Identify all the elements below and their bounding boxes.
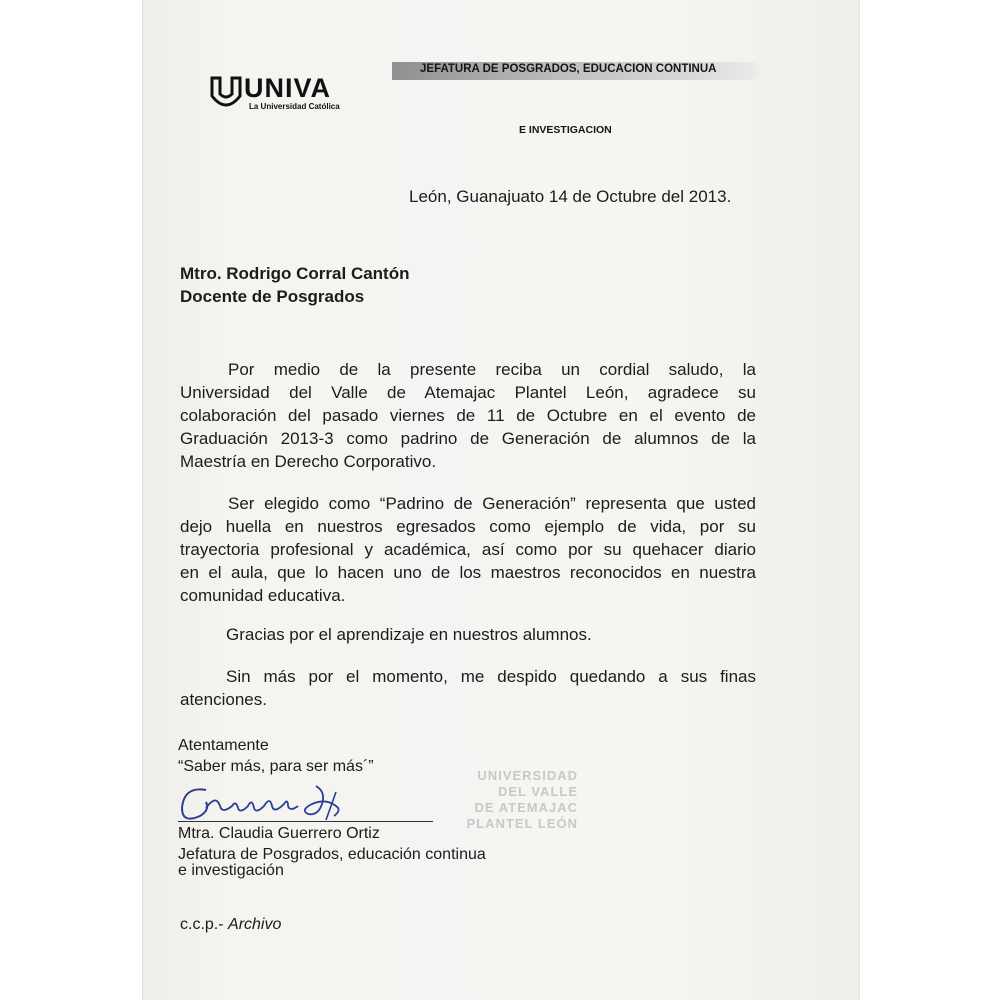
- letter-date: León, Guanajuato 14 de Octubre del 2013.: [409, 187, 732, 206]
- logo-wordmark: UNIVA: [244, 73, 332, 103]
- paragraph-2-line: dejo huella en nuestros egresados como ejemplo de vida, por su: [180, 517, 756, 536]
- paragraph-4-line: atenciones.: [180, 690, 267, 709]
- paragraph-1-line: colaboración del pasado viernes de 11 de Octubre en el evento de: [180, 406, 756, 425]
- ccp-value: Archivo: [228, 916, 282, 933]
- department-heading-continued: E INVESTIGACION: [519, 124, 612, 136]
- paragraph-1-line: Por medio de la presente reciba un cordial saludo, la: [228, 360, 756, 379]
- signature-line: [178, 821, 433, 822]
- paragraph-2-line: trayectoria profesional y académica, así como por su quehacer diario: [180, 540, 756, 559]
- paragraph-1-line: Graduación 2013-3 como padrino de Generación de alumnos de la: [180, 429, 756, 448]
- closing-motto: “Saber más, para ser más´”: [178, 758, 374, 775]
- signer-position-continued: e investigación: [178, 862, 284, 879]
- background-right: [860, 0, 1000, 1000]
- univa-shield-icon: [210, 76, 242, 110]
- closing-salutation: Atentamente: [178, 737, 269, 754]
- stamp-line: PLANTEL LEÓN: [466, 816, 578, 831]
- paragraph-2-line: Ser elegido como “Padrino de Generación” representa que usted: [228, 494, 756, 513]
- paragraph-2-line: comunidad educativa.: [180, 586, 346, 605]
- recipient-name: Mtro. Rodrigo Corral Cantón: [180, 264, 410, 283]
- ccp-prefix: c.c.p.-: [180, 916, 224, 933]
- signer-name: Mtra. Claudia Guerrero Ortiz: [178, 825, 380, 842]
- stamp-line: UNIVERSIDAD: [477, 768, 578, 783]
- stamp-line: DEL VALLE: [497, 784, 578, 799]
- paragraph-1-line: Maestría en Derecho Corporativo.: [180, 452, 437, 471]
- carbon-copy: [180, 916, 281, 934]
- stamp-line: DE ATEMAJAC: [474, 800, 578, 815]
- univa-logo: [210, 74, 370, 114]
- paragraph-4: [180, 665, 756, 711]
- paragraph-1: [180, 358, 756, 473]
- handwritten-signature: [176, 776, 406, 832]
- paragraph-2-line: en el aula, que lo hacen uno de los maestros reconocidos en nuestra: [180, 563, 756, 582]
- department-heading: JEFATURA DE POSGRADOS, EDUCACION CONTINUA: [420, 63, 717, 75]
- paragraph-4-line: Sin más por el momento, me despido quedando a sus finas: [226, 667, 756, 686]
- background-left: [0, 0, 142, 1000]
- recipient-title: Docente de Posgrados: [180, 287, 365, 306]
- paragraph-3: Gracias por el aprendizaje en nuestros alumnos.: [226, 625, 592, 644]
- signer-position: Jefatura de Posgrados, educación continua: [178, 846, 486, 863]
- paragraph-1-line: Universidad del Valle de Atemajac Plantel León, agradece su: [180, 383, 756, 402]
- paragraph-2: [180, 492, 756, 607]
- logo-tagline: La Universidad Católica: [249, 102, 340, 111]
